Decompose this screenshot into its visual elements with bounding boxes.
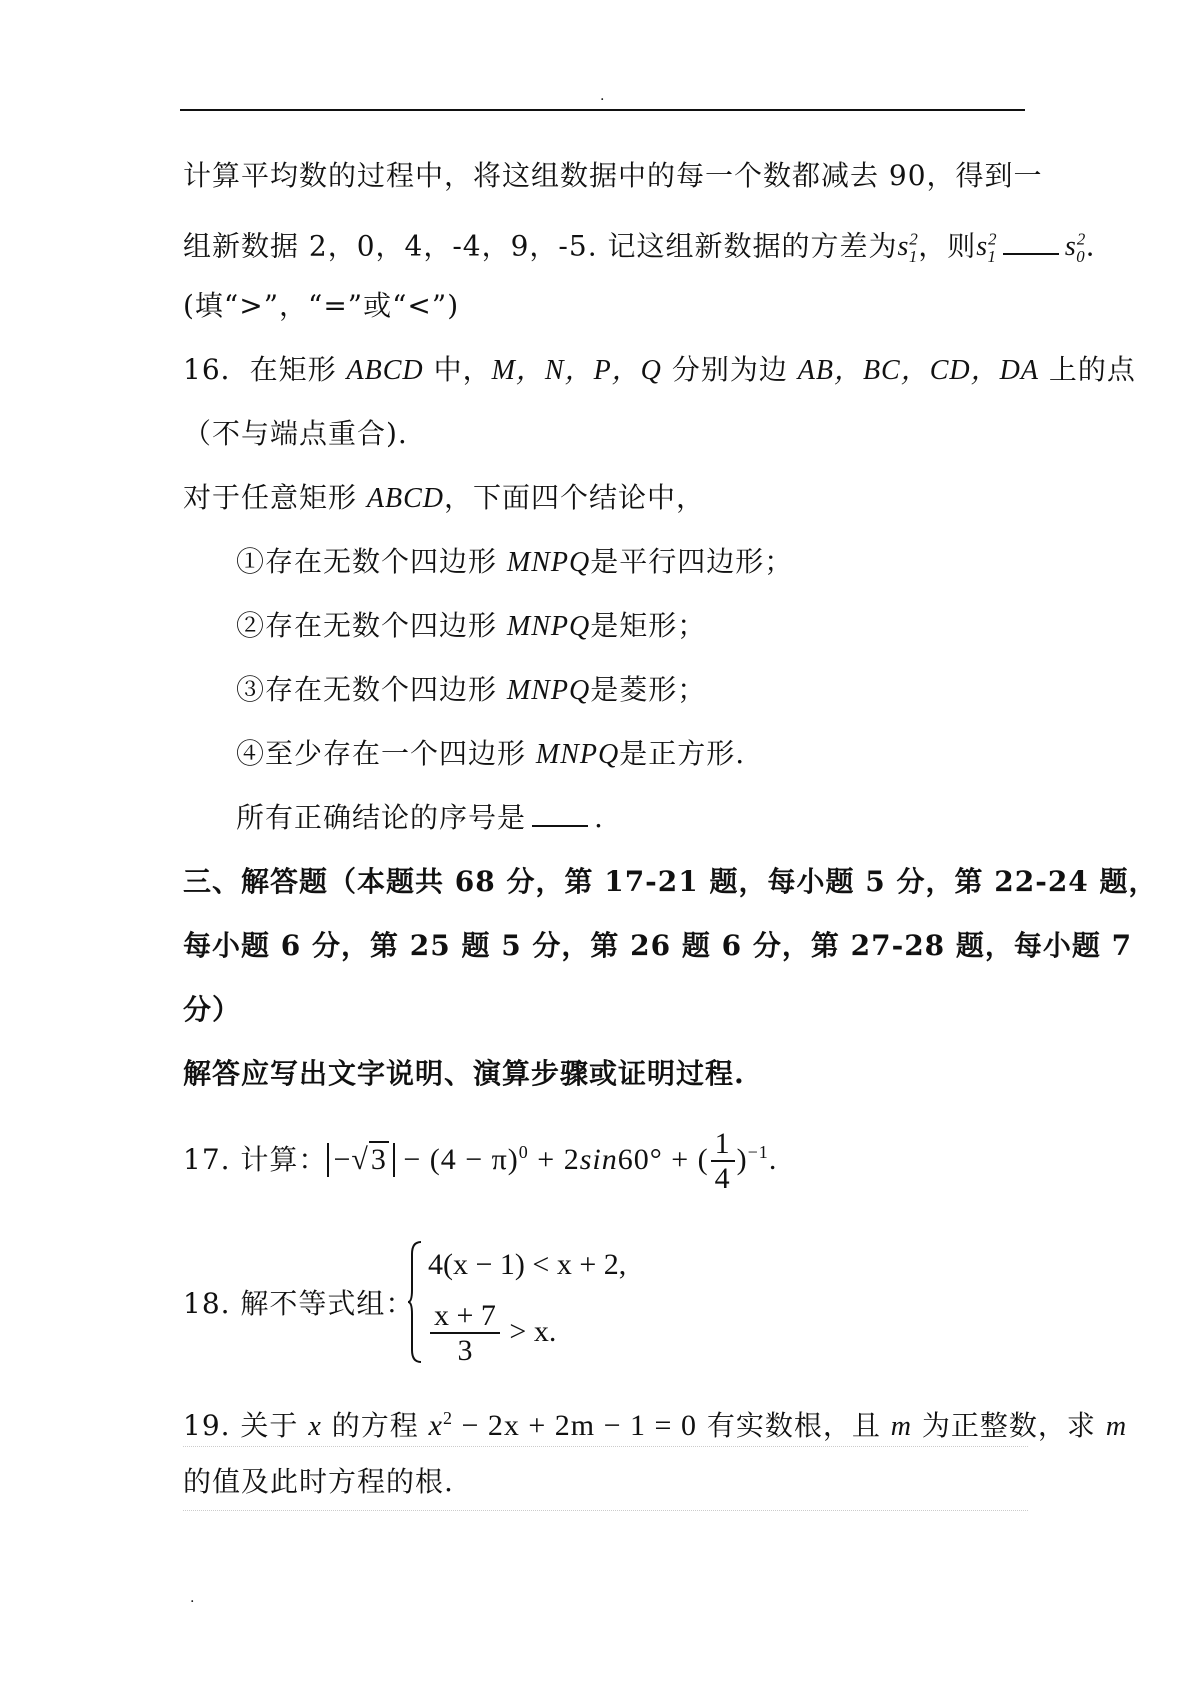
- faint-divider-1: [183, 1446, 1028, 1447]
- q16-conclusion-3: [236, 672, 706, 709]
- q15-answer-blank[interactable]: [1003, 231, 1059, 255]
- rect-abcd: ABCD: [346, 355, 424, 386]
- q19-text-a: 19. 关于: [183, 1409, 299, 1442]
- c1-mnpq: MNPQ: [506, 547, 591, 578]
- q16-conclusion-2: [236, 608, 706, 645]
- q16-conclusion-1: [236, 544, 793, 581]
- variance-s1-compare: $s^2_1$: [976, 230, 998, 266]
- variance-s0: $s^2_0$: [1064, 230, 1087, 266]
- q16-text-d: 上的点: [1048, 353, 1136, 386]
- q15-line-2: [183, 222, 1096, 275]
- q16-line-2: （不与端点重合).: [183, 417, 408, 450]
- q19-var-x: x: [308, 1411, 322, 1442]
- q19-line-1: [183, 1400, 1127, 1445]
- q19-text-c: 有实数根，且: [706, 1409, 881, 1442]
- variance-s1: $s^2_1$: [897, 230, 919, 266]
- q19-line-2: 的值及此时方程的根.: [183, 1465, 454, 1498]
- q16-line-3: [183, 480, 705, 517]
- c4-text-b: 是正方形.: [619, 737, 746, 770]
- section3-instruction: 解答应写出文字说明、演算步骤或证明过程.: [183, 1057, 745, 1090]
- c3-text-a: ③存在无数个四边形: [236, 673, 498, 706]
- q15-then: ，则: [918, 229, 977, 263]
- q19-var-m: m: [890, 1411, 913, 1442]
- q16-label: 16．在矩形: [183, 353, 337, 386]
- q17-label: 17. 计算：: [183, 1142, 328, 1176]
- sides-list: AB，BC，CD，DA: [797, 355, 1039, 386]
- points-mnpq: M，N，P，Q: [491, 355, 662, 386]
- q16-line-1: [183, 352, 1136, 389]
- section3-heading-1: 三、解答题（本题共 68 分，第 17-21 题，每小题 5 分，第 22-24 题，: [183, 865, 1158, 898]
- c1-text-b: 是平行四边形；: [590, 545, 794, 578]
- c1-text-a: ①存在无数个四边形: [236, 545, 498, 578]
- q18-inequality-1: 4(x − 1) < x + 2,: [428, 1248, 627, 1281]
- c4-mnpq: MNPQ: [535, 739, 620, 770]
- q15-period: .: [1085, 229, 1096, 263]
- q19-var-m-2: m: [1105, 1411, 1128, 1442]
- q18-fraction: $\frac{x + 7}{3}$: [430, 1300, 500, 1368]
- q16-text-b: 中，: [433, 353, 492, 386]
- q17-expression: $-√3 - (4 - \pi)^0 + 2\sin 60^\circ$ + ( $\frac{1}{4}$ )$^{-1}$.: [327, 1143, 777, 1176]
- c2-text-a: ②存在无数个四边形: [236, 609, 498, 642]
- c3-mnpq: MNPQ: [506, 675, 591, 706]
- system-brace: [408, 1240, 422, 1364]
- section3-heading-2: 每小题 6 分，第 25 题 5 分，第 26 题 6 分，第 27-28 题，每小题 7: [183, 929, 1133, 962]
- q16-text-c: 分别为边: [671, 353, 788, 386]
- q16-text-f: ，下面四个结论中，: [444, 481, 706, 514]
- q19-text-d: 为正整数，求: [921, 1409, 1096, 1442]
- fraction-one-quarter: $\frac{1}{4}$: [711, 1128, 735, 1196]
- c2-text-b: 是矩形；: [590, 609, 707, 642]
- q19-text-b: 的方程: [331, 1409, 419, 1442]
- q16-text-e: 对于任意矩形: [183, 481, 358, 514]
- header-rule: [180, 109, 1025, 111]
- q16-answer-blank[interactable]: [532, 803, 588, 827]
- q16-answer-line: [236, 800, 604, 836]
- c2-mnpq: MNPQ: [506, 611, 591, 642]
- q17: [183, 1128, 777, 1196]
- q18-label: 18. 解不等式组：: [183, 1287, 415, 1320]
- q16-conclusion-4: [236, 736, 745, 773]
- rect-abcd-2: ABCD: [366, 483, 445, 514]
- c3-text-b: 是菱形；: [590, 673, 707, 706]
- q18-rhs: > x.: [509, 1314, 557, 1348]
- q16-answer-period: .: [594, 801, 604, 834]
- q15-line-2-text: 组新数据 2，0，4，-4，9，-5. 记这组新数据的方差为: [183, 229, 898, 263]
- q15-line-3: (填“>”，“=”或“<”): [183, 289, 460, 322]
- c4-text-a: ④至少存在一个四边形: [236, 737, 527, 770]
- section3-heading-3: 分）: [183, 993, 242, 1026]
- q16-answer-label: 所有正确结论的序号是: [236, 801, 527, 834]
- faint-divider-2: [183, 1510, 1028, 1511]
- q19-equation: $x^2 - 2x + 2m - 1 = 0$: [428, 1408, 697, 1442]
- q18-inequality-2: [428, 1300, 556, 1368]
- abs-bars: −√3: [327, 1143, 394, 1177]
- footer-dot: .: [190, 1590, 195, 1606]
- header-dot: .: [600, 88, 605, 104]
- q15-line-1: 计算平均数的过程中，将这组数据中的每一个数都减去 90，得到一: [183, 159, 1043, 192]
